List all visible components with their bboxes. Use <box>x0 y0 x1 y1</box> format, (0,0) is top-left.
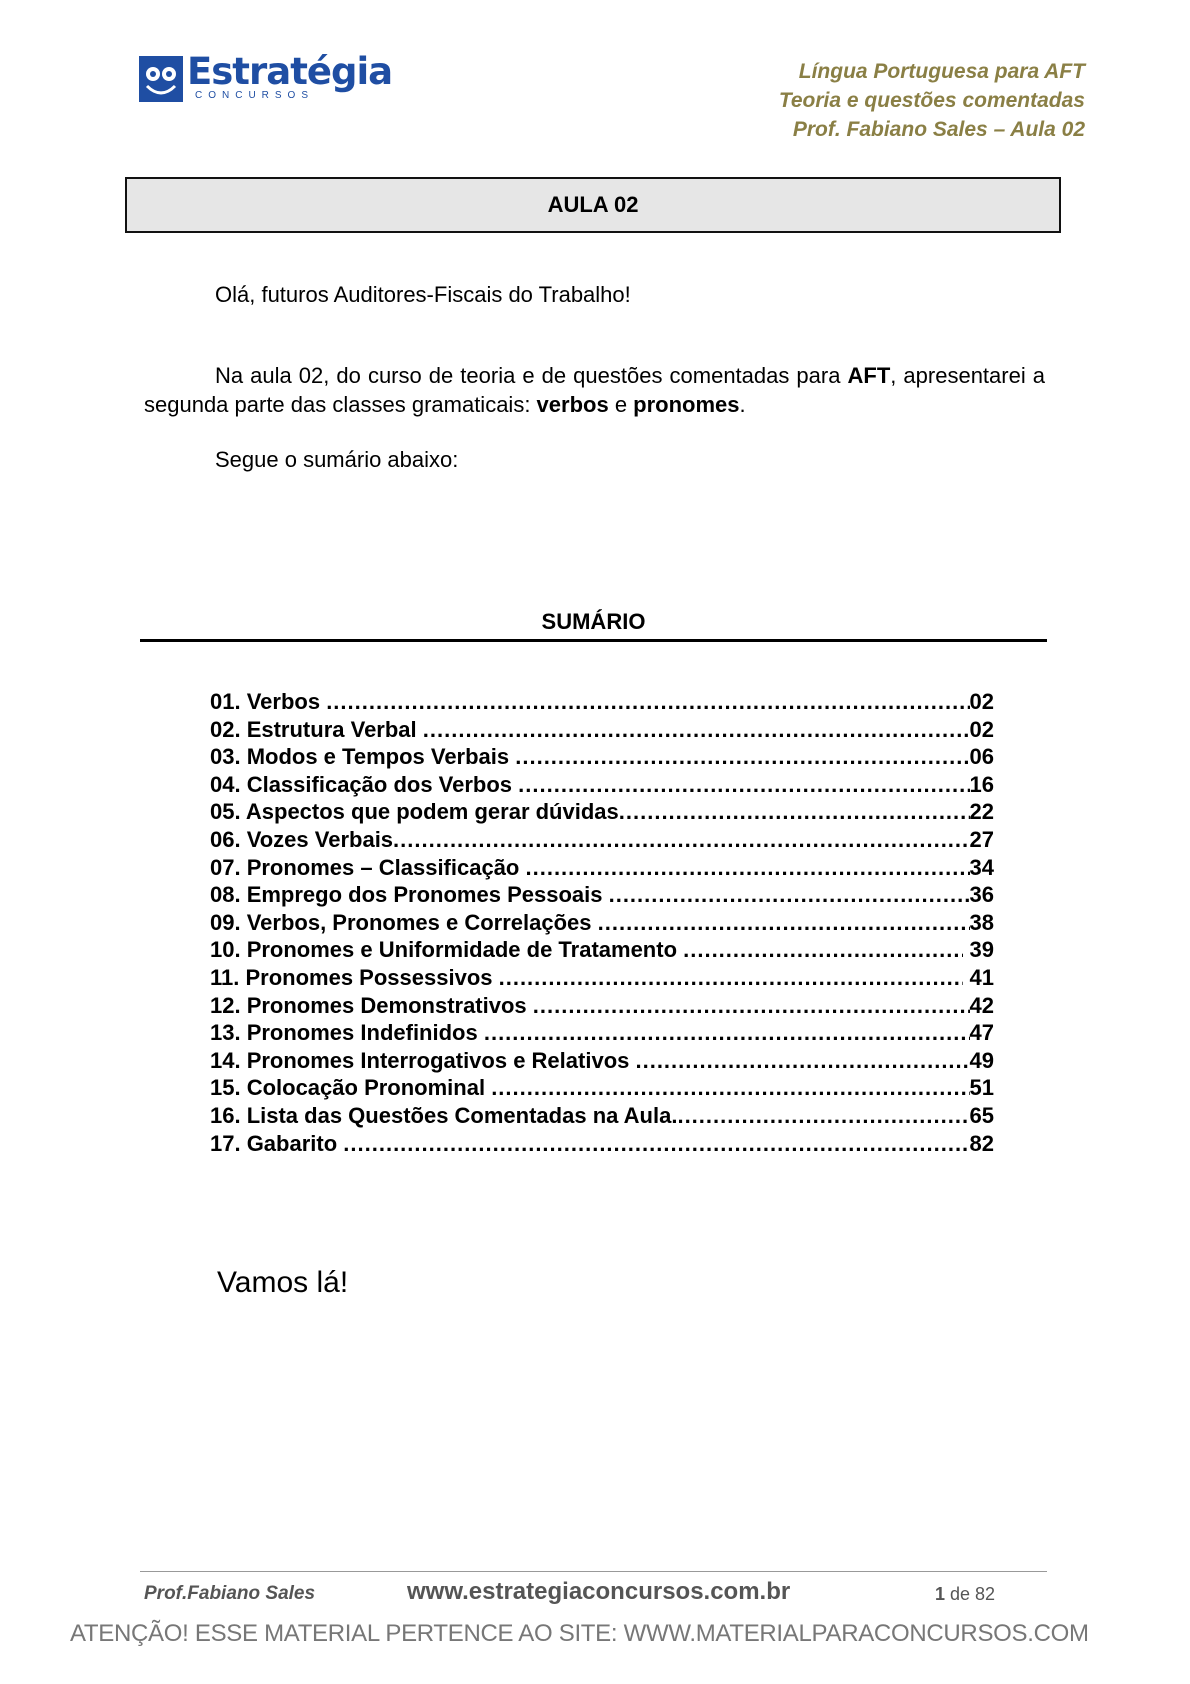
toc-item-label: 04. Classificação dos Verbos <box>210 771 519 797</box>
toc-item-label: 14. Pronomes Interrogativos e Relativos <box>210 1047 636 1073</box>
toc-item-page: 39 <box>963 937 994 963</box>
toc-item-label: 08. Emprego dos Pronomes Pessoais <box>210 882 609 908</box>
toc-item-page: 16 <box>969 771 994 797</box>
toc-item-page: 27 <box>969 826 994 852</box>
toc-item-page: 38 <box>969 909 994 935</box>
toc-dot-leader <box>499 964 964 992</box>
toc-dot-leader <box>526 854 970 882</box>
toc-item[interactable] <box>210 936 994 964</box>
toc-dot-leader <box>635 1047 969 1075</box>
toc-item-page: 47 <box>969 1020 994 1046</box>
text-bold: verbos <box>536 392 609 417</box>
header-line: Língua Portuguesa para AFT <box>798 60 1085 83</box>
toc-item[interactable] <box>210 771 994 799</box>
toc-dot-leader <box>423 716 970 744</box>
footer-divider <box>140 1571 1047 1572</box>
toc-item[interactable] <box>210 1019 994 1047</box>
toc-item-label: 16. Lista das Questões Comentadas na Aula. <box>210 1102 678 1128</box>
footer-site-link[interactable]: www.estrategiaconcursos.com.br <box>407 1578 791 1605</box>
toc-item[interactable] <box>210 992 994 1020</box>
toc-item-label: 11. Pronomes Possessivos <box>210 964 499 990</box>
toc-item-label: 09. Verbos, Pronomes e Correlações <box>210 909 598 935</box>
toc-item[interactable] <box>210 798 994 826</box>
toc-dot-leader <box>518 771 969 799</box>
toc-dot-leader <box>393 826 969 854</box>
toc-item-page: 36 <box>969 882 994 908</box>
toc-item[interactable] <box>210 1074 994 1102</box>
toc-dot-leader <box>491 1074 969 1102</box>
text: e <box>608 392 634 417</box>
toc-item[interactable] <box>210 854 994 882</box>
toc-dot-leader <box>326 688 969 716</box>
toc-item[interactable] <box>210 743 994 771</box>
toc-dot-leader <box>683 936 963 964</box>
page-number <box>935 1584 995 1605</box>
toc-item-label: 17. Gabarito <box>210 1130 344 1156</box>
toc-item[interactable] <box>210 881 994 909</box>
toc-item-page: 82 <box>969 1130 994 1156</box>
toc-dot-leader <box>533 992 970 1020</box>
toc-item-label: 02. Estrutura Verbal <box>210 716 423 742</box>
toc-item-page: 06 <box>969 744 994 770</box>
toc-item-page: 42 <box>969 992 994 1018</box>
toc-item-page: 65 <box>969 1102 994 1128</box>
toc-item-page: 49 <box>969 1047 994 1073</box>
toc-item[interactable] <box>210 1102 994 1130</box>
text: . <box>739 392 746 417</box>
closing-text: Vamos lá! <box>217 1266 349 1299</box>
text-bold: pronomes <box>633 392 740 417</box>
toc-item-page: 02 <box>969 689 994 714</box>
logo-text: Estratégia <box>187 50 393 93</box>
total-pages: de 82 <box>945 1584 996 1604</box>
toc-item[interactable] <box>210 826 994 854</box>
course-header <box>779 57 1085 144</box>
toc-item-label: 13. Pronomes Indefinidos <box>210 1020 484 1046</box>
toc-item[interactable] <box>210 716 994 744</box>
toc-item-label: 05. Aspectos que podem gerar dúvidas <box>210 799 619 825</box>
toc-item[interactable] <box>210 1130 994 1158</box>
watermark-notice: ATENÇÃO! ESSE MATERIAL PERTENCE AO SITE: WWW.MATERIALPARACONCURSOS.COM <box>70 1620 1089 1647</box>
greeting: Olá, futuros Auditores-Fiscais do Trabalho! <box>215 282 631 307</box>
toc-dot-leader <box>677 1102 969 1130</box>
toc-item-label: 03. Modos e Tempos Verbais <box>210 744 516 770</box>
toc-item-label: 10. Pronomes e Uniformidade de Tratamento <box>210 937 684 963</box>
toc-item[interactable] <box>210 964 994 992</box>
toc-item-label: 07. Pronomes – Classificação <box>210 854 526 880</box>
toc-item-label: 15. Colocação Pronominal <box>210 1075 492 1101</box>
text: , apresentarei a segunda parte das classes gramaticais: <box>144 363 1046 417</box>
current-page: 1 <box>935 1584 946 1604</box>
toc-dot-leader <box>484 1019 970 1047</box>
summary-divider <box>140 639 1047 642</box>
footer-author: Prof.Fabiano Sales <box>144 1583 316 1604</box>
text: Na aula 02, do curso de teoria e de questões comentadas para <box>215 363 848 388</box>
toc-dot-leader <box>343 1130 969 1158</box>
toc-item-page: 51 <box>969 1075 994 1101</box>
toc-item[interactable] <box>210 688 994 716</box>
summary-intro: Segue o sumário abaixo: <box>215 447 459 472</box>
header-line: Teoria e questões comentadas <box>778 89 1085 112</box>
table-of-contents <box>210 688 994 1157</box>
logo-subtext: CONCURSOS <box>195 90 315 101</box>
intro-paragraph <box>144 361 1045 419</box>
estrategia-logo <box>139 50 393 104</box>
toc-dot-leader <box>619 798 970 826</box>
summary-heading: SUMÁRIO <box>541 609 646 634</box>
lesson-title-box: AULA 02 <box>125 177 1061 233</box>
toc-item[interactable] <box>210 1047 994 1075</box>
header-line: Prof. Fabiano Sales – Aula 02 <box>792 118 1085 141</box>
toc-item-label: 12. Pronomes Demonstrativos <box>210 992 533 1018</box>
toc-item[interactable] <box>210 909 994 937</box>
toc-item-label: 01. Verbos <box>210 689 327 714</box>
toc-item-page: 02 <box>969 716 994 742</box>
toc-dot-leader <box>609 881 970 909</box>
toc-item-label: 06. Vozes Verbais <box>210 826 394 852</box>
owl-icon <box>139 56 183 102</box>
toc-item-page: 41 <box>963 964 994 990</box>
toc-item-page: 22 <box>969 799 994 825</box>
text-bold: AFT <box>847 363 891 388</box>
toc-item-page: 34 <box>969 854 994 880</box>
toc-dot-leader <box>598 909 970 937</box>
toc-dot-leader <box>515 743 969 771</box>
